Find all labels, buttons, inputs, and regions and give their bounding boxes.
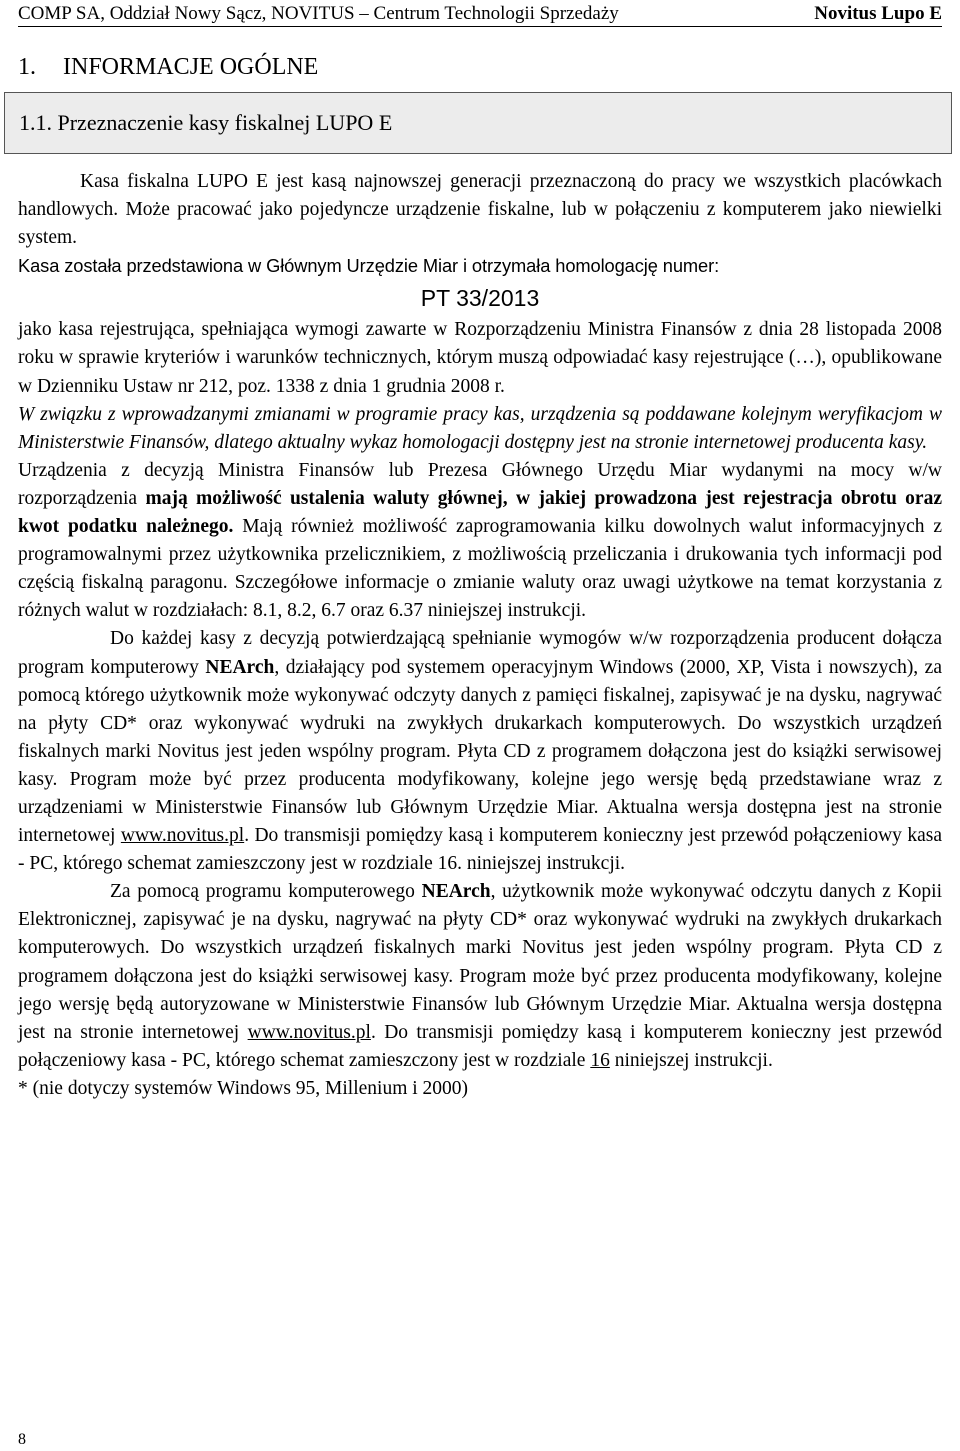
paragraph-intro: Kasa fiskalna LUPO E jest kasą najnowszej generacji przeznaczoną do pracy we wszystkich placówkach handlowych. Może pracować jako pojedyncze urządzenie fiskalne, lub w połączeniu z komputerem jako niewielki system. bbox=[18, 171, 942, 249]
nearch2-text-4: niniejszej instrukcji. bbox=[609, 1049, 773, 1071]
subsection-heading-box bbox=[4, 92, 952, 154]
subsection-title: 1.1. Przeznaczenie kasy fiskalnej LUPO E bbox=[19, 110, 393, 135]
paragraph-verification-note: W związku z wprowadzanymi zmianami w programie pracy kas, urządzenia są poddawane kolejnym weryfikacjom w Ministerstwie Finansów, dlatego aktualny wykaz homologacji dostępny jest na stronie internetowej producenta kasy. bbox=[18, 403, 942, 453]
section-heading bbox=[18, 52, 318, 82]
nearch-name: NEArch bbox=[205, 656, 275, 678]
nearch2-text-2: , użytkownik może wykonywać odczytu danych z Kopii Elektronicznej, zapisywać je na dysku, nagrywać na płyty CD* oraz wykonywać wydruki na zwykłych drukarkach komputerowych. Do wszystkich urządzeń fiskalnych marki Novitus jest jeden wspólny program. Płyta CD z programem dołączona jest do książki serwisowej kasy. Program może być przez producenta modyfikowany, kolejne jego wersję będą autoryzowane w Ministerstwie Finansów lub Głównym Urzędzie Miar. Aktualna wersja dostępna jest na stronie internetowej bbox=[18, 881, 943, 1043]
chapter-ref-link[interactable]: 16 bbox=[590, 1049, 610, 1071]
nearch-text-2: , działający pod systemem operacyjnym Windows (2000, XP, Vista i nowszych), za pomocą którego użytkownik może wykonywać odczyty danych z pamięci fiskalnej, zapisywać je na dysku, nagrywać na płyty CD* oraz wykonywać wydruki na zwykłych drukarkach komputerowych. Do wszystkich urządzeń fiskalnych marki Novitus jest jeden wspólny program. Płyta CD z programem dołączona jest do książki serwisowej kasy. Program może być przez producenta modyfikowany, kolejne jego wersję będą przedstawiane wraz z urządzeniami w Ministerstwie Finansów lub Głównym Urzędzie Miar. Aktualna wersja dostępna jest na stronie internetowej bbox=[18, 656, 942, 847]
paragraph-currency bbox=[18, 457, 942, 626]
paragraph-nearch-fiscal bbox=[18, 625, 942, 878]
currency-text-2: Mają również możliwość zaprogramowania kilku dowolnych walut informacyjnych z programowalnymi przez użytkownika przelicznikiem, z możliwością przeliczania i drukowania tych informacji pod częścią fiskalną paragonu. Szczegółowe informacje o zmianie waluty oraz uwagi użytkowe na temat korzystania z różnych walut w rozdziałach: 8.1, 8.2, 6.7 oraz 6.37 niniejszej instrukcji. bbox=[18, 516, 942, 622]
header-product: Novitus Lupo E bbox=[814, 3, 942, 24]
document-body bbox=[18, 168, 942, 1103]
paragraph-homologation-intro: Kasa została przedstawiona w Głównym Urzędzie Miar i otrzymała homologację numer: bbox=[18, 255, 720, 277]
section-number: 1. bbox=[18, 54, 36, 80]
currency-text-bold: mają możliwość ustalenia waluty głównej, w jakiej prowadzona jest rejestracja obrotu oraz kwot podatku należnego. bbox=[18, 487, 942, 538]
nearch2-name: NEArch bbox=[421, 881, 491, 903]
nearch2-text-3: . Do transmisji pomiędzy kasą i komputerem konieczny jest przewód połączeniowy kasa - PC, którego schemat zamieszczony jest w rozdziale bbox=[18, 1021, 942, 1071]
paragraph-nearch-electronic bbox=[18, 878, 942, 1075]
nearch2-text-1: Za pomocą programu komputerowego bbox=[110, 881, 422, 903]
header-company: COMP SA, Oddział Nowy Sącz, NOVITUS – Centrum Technologii Sprzedaży bbox=[18, 3, 619, 24]
novitus-link-2[interactable]: www.novitus.pl bbox=[247, 1021, 371, 1043]
section-title: INFORMACJE OGÓLNE bbox=[63, 54, 319, 80]
nearch-text-3: . Do transmisji pomiędzy kasą i komputerem konieczny jest przewód połączeniowy kasa - PC, którego schemat zamieszczony jest w rozdziale 16. niniejszej instrukcji. bbox=[18, 825, 942, 875]
footnote: * (nie dotyczy systemów Windows 95, Millenium i 2000) bbox=[18, 1077, 469, 1099]
running-header bbox=[18, 2, 942, 27]
novitus-link[interactable]: www.novitus.pl bbox=[120, 825, 245, 847]
currency-text-1: Urządzenia z decyzją Ministra Finansów lub Prezesa Głównego Urzędu Miar wydanymi na mocy w/w rozporządzenia bbox=[18, 459, 942, 509]
homologation-number: PT 33/2013 bbox=[420, 285, 540, 312]
page-number: 8 bbox=[18, 1431, 26, 1448]
paragraph-regulation: jako kasa rejestrująca, spełniająca wymogi zawarte w Rozporządzeniu Ministra Finansów z dnia 28 listopada 2008 roku w sprawie kryteriów i warunków technicznych, którym muszą odpowiadać kasy rejestrujące (…), opublikowane w Dzienniku Ustaw nr 212, poz. 1338 z dnia 1 grudnia 2008 r. bbox=[18, 319, 942, 397]
nearch-text-1: Do każdej kasy z decyzją potwierdzającą spełnianie wymogów w/w rozporządzenia producent dołącza program komputerowy bbox=[18, 628, 942, 678]
